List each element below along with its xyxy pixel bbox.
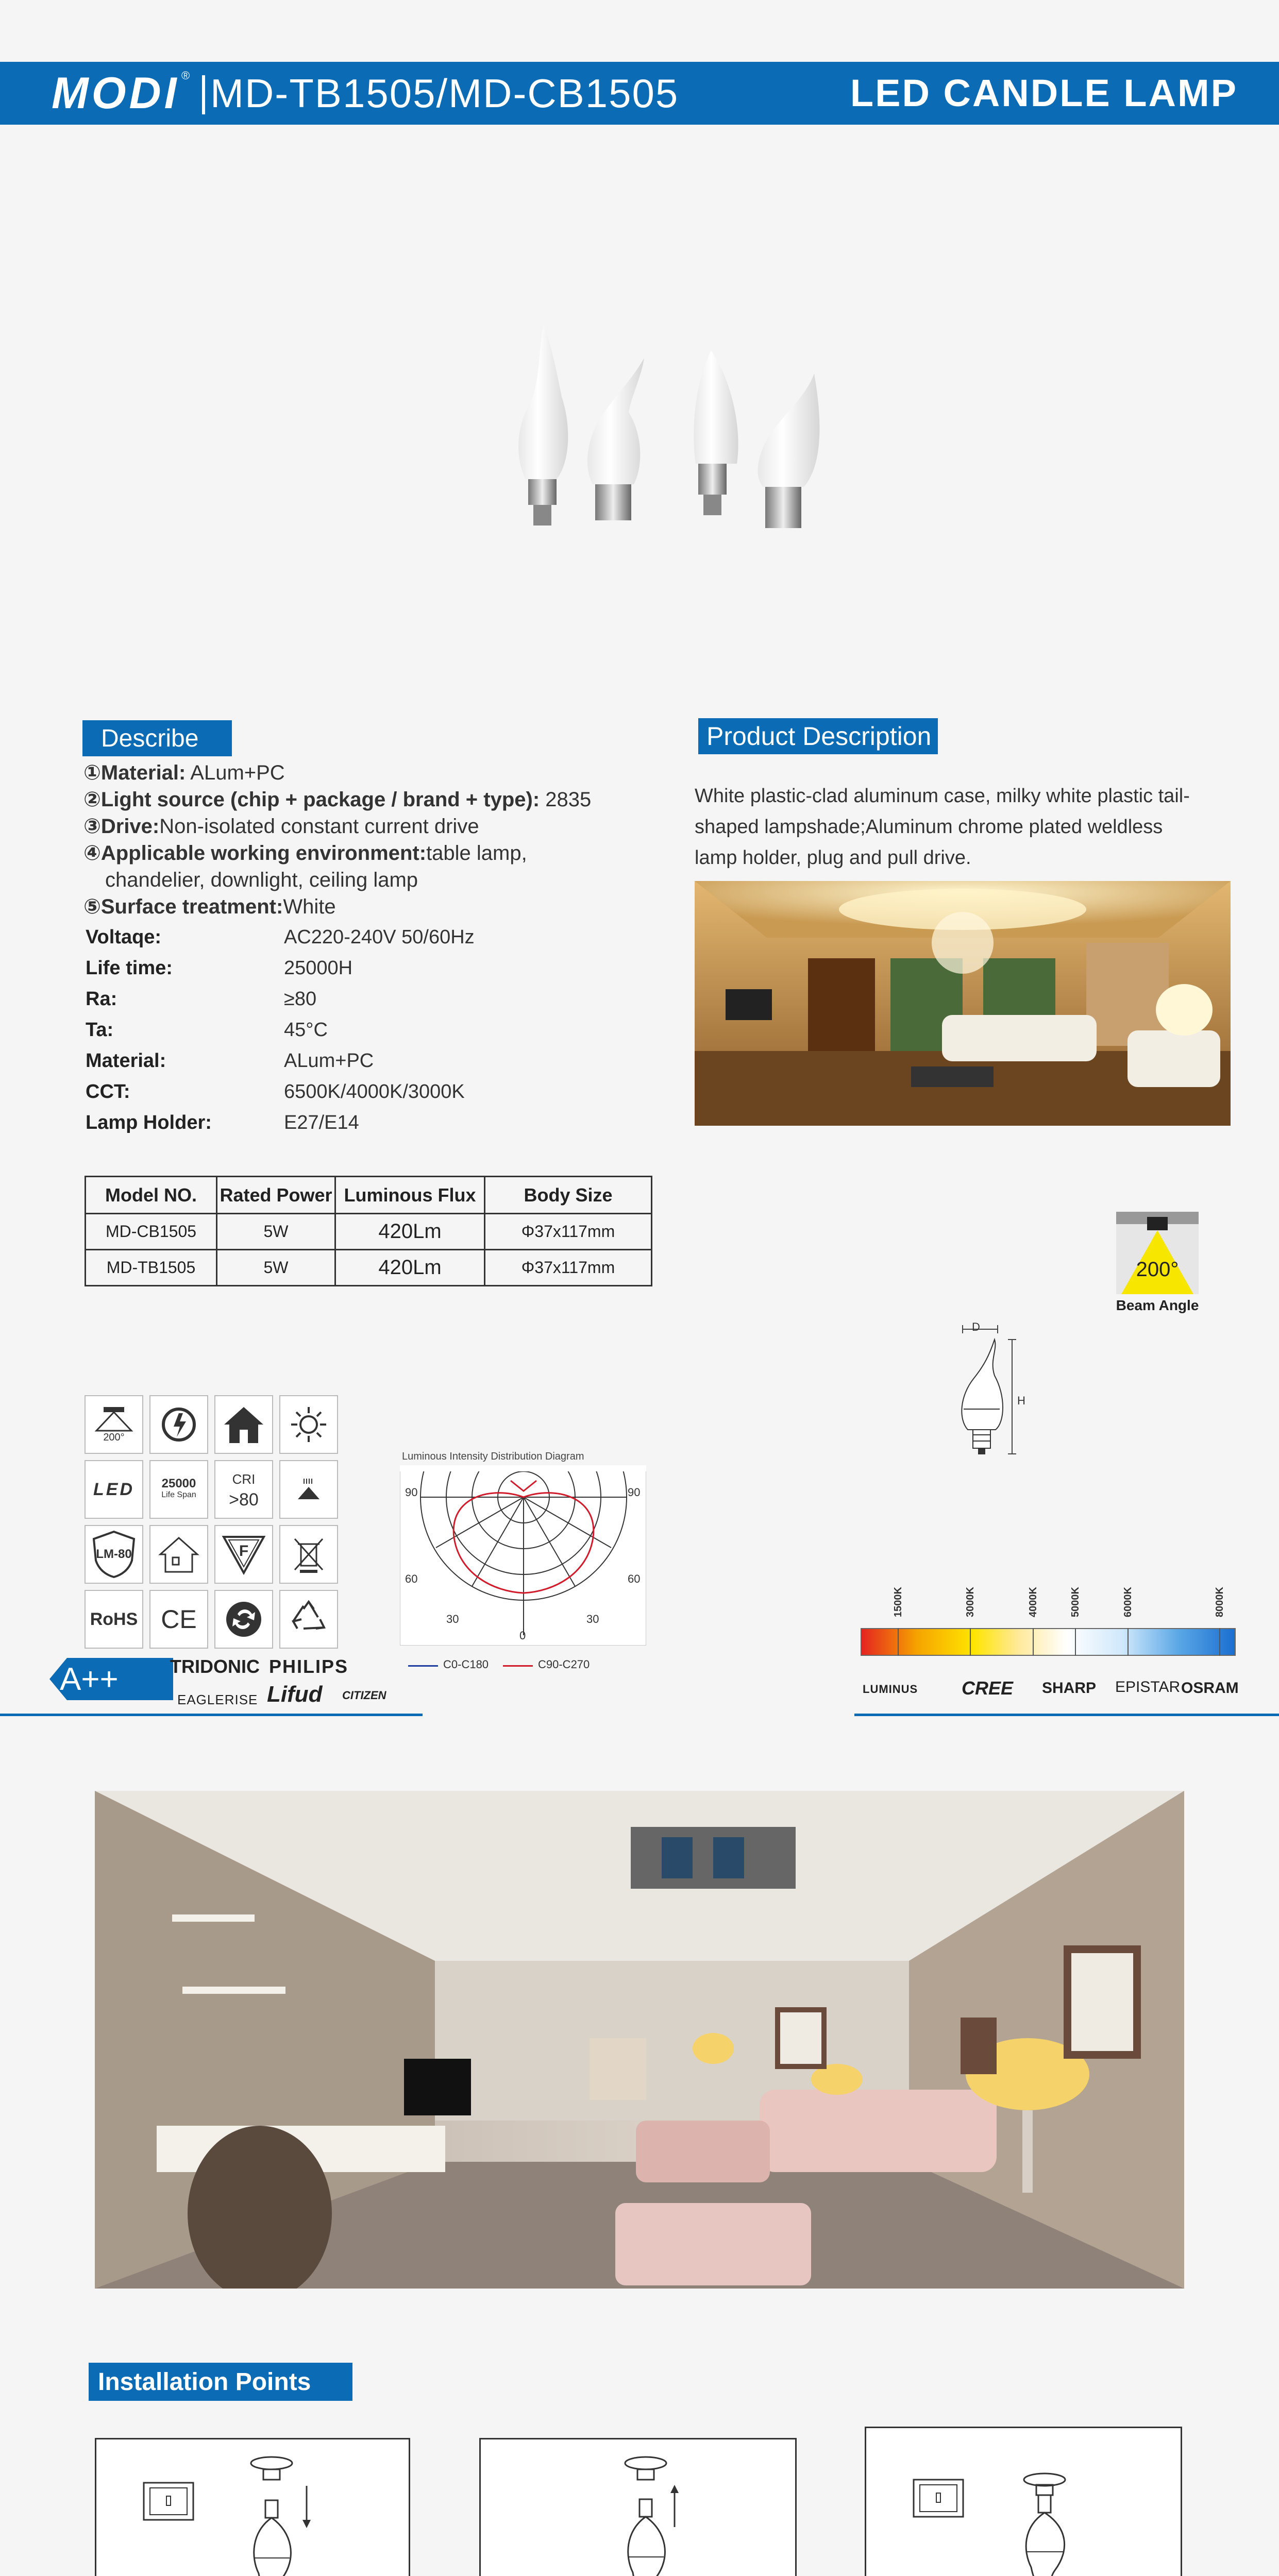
recycle-circle-icon bbox=[214, 1590, 273, 1649]
table-cell: 5W bbox=[217, 1250, 335, 1286]
cct-tick: 1500K bbox=[893, 1587, 904, 1617]
table-row bbox=[86, 1214, 652, 1250]
energy-saving-icon bbox=[149, 1395, 208, 1454]
living-room-photo-warm bbox=[695, 881, 1231, 1126]
table-header-cell: Luminous Flux bbox=[335, 1177, 485, 1214]
dimmable-lamp-icon bbox=[279, 1460, 338, 1519]
step-1-illustration bbox=[96, 2439, 412, 2576]
lm-80-icon: LM-80 bbox=[85, 1525, 143, 1584]
polar-label-30-right: 30 bbox=[586, 1613, 599, 1625]
installation-step-1 bbox=[95, 2438, 410, 2576]
product-title: LED CANDLE LAMP bbox=[850, 72, 1238, 114]
brand-osram: OSRAM bbox=[1181, 1680, 1239, 1697]
table-cell: Φ37x117mm bbox=[485, 1250, 652, 1286]
describe-line: ③Drive:Non-isolated constant current drive bbox=[83, 815, 479, 838]
polar-label-30-left: 30 bbox=[446, 1613, 459, 1625]
product-description-label: Product Description bbox=[698, 718, 938, 754]
cri-icon: CRI >80 bbox=[214, 1460, 273, 1519]
polar-distribution-diagram bbox=[400, 1465, 646, 1646]
describe-label: Describe bbox=[82, 720, 232, 756]
describe-line: ④Applicable working environment:table lamp, bbox=[83, 842, 527, 865]
section-divider-right bbox=[854, 1714, 1279, 1716]
table-header-cell: Rated Power bbox=[217, 1177, 335, 1214]
spec-row: CCT: 6500K/4000K/3000K bbox=[86, 1081, 465, 1103]
model-title: MD-TB1505/MD-CB1505 bbox=[210, 71, 679, 116]
table-row bbox=[86, 1250, 652, 1286]
brand-philips: PHILIPS bbox=[269, 1656, 349, 1677]
step-2-illustration bbox=[481, 2439, 798, 2576]
spec-row: Material: ALum+PC bbox=[86, 1050, 374, 1072]
beam-angle-value: 200° bbox=[1136, 1258, 1179, 1281]
brand-luminus: LUMINUS bbox=[863, 1683, 918, 1696]
spec-row: Ra: ≥80 bbox=[86, 988, 317, 1010]
describe-list bbox=[83, 759, 661, 920]
legend-swatch-blue bbox=[408, 1665, 438, 1667]
section-divider-left bbox=[0, 1714, 423, 1716]
table-cell: 420Lm bbox=[335, 1214, 485, 1250]
table-cell: MD-CB1505 bbox=[86, 1214, 217, 1250]
polar-label-0: 0 bbox=[519, 1629, 526, 1642]
model-spec-table bbox=[85, 1176, 652, 1286]
bulb-candle-4 bbox=[758, 374, 820, 528]
step-3-illustration bbox=[866, 2428, 1184, 2576]
cct-ticks bbox=[861, 1587, 1236, 1628]
brand-eaglerise: EAGLERISE bbox=[177, 1692, 258, 1707]
describe-line: ⑤Surface treatment:White bbox=[83, 895, 336, 918]
spec-row: Ta: 45°C bbox=[86, 1019, 328, 1041]
energy-grade-label: A++ bbox=[60, 1662, 119, 1697]
recycle-icon bbox=[279, 1590, 338, 1649]
polar-label-90-right: 90 bbox=[628, 1486, 641, 1499]
dimension-d-label: D bbox=[972, 1320, 980, 1333]
cct-tick: 6000K bbox=[1122, 1587, 1134, 1617]
registered-mark: ® bbox=[181, 69, 190, 82]
cct-tick: 3000K bbox=[965, 1587, 976, 1617]
product-description-line: lamp holder, plug and pull drive. bbox=[695, 847, 971, 869]
describe-line: chandelier, downlight, ceiling lamp bbox=[105, 869, 418, 891]
table-cell: MD-TB1505 bbox=[86, 1250, 217, 1286]
brand-lifud: Lifud bbox=[267, 1682, 323, 1707]
product-description-line: White plastic-clad aluminum case, milky white plastic tail- bbox=[695, 785, 1190, 807]
bulb-dimension-drawing bbox=[948, 1319, 1031, 1468]
living-room-photo-neutral bbox=[95, 1791, 1184, 2289]
led-icon: LED bbox=[85, 1460, 143, 1519]
spec-list bbox=[86, 926, 652, 1143]
brand-tridonic: TRIDONIC bbox=[170, 1656, 260, 1677]
table-header-row bbox=[86, 1177, 652, 1214]
brand-cree: CREE bbox=[962, 1677, 1014, 1699]
table-cell: Φ37x117mm bbox=[485, 1214, 652, 1250]
home-icon bbox=[214, 1395, 273, 1454]
bulb-tail-1 bbox=[518, 325, 568, 526]
polar-diagram-title: Luminous Intensity Distribution Diagram bbox=[402, 1451, 584, 1462]
candle-bulbs-image bbox=[495, 309, 845, 577]
product-description-line: shaped lampshade;Aluminum chrome plated weldless bbox=[695, 816, 1163, 838]
legend-c90-c270: C90-C270 bbox=[538, 1658, 590, 1671]
rohs-icon: RoHS bbox=[85, 1590, 143, 1649]
cct-tick-lines bbox=[861, 1628, 1236, 1656]
beam-angle-label: Beam Angle bbox=[1116, 1297, 1199, 1313]
polar-label-60-left: 60 bbox=[405, 1572, 418, 1585]
legend-swatch-red bbox=[503, 1665, 533, 1667]
table-cell: 5W bbox=[217, 1214, 335, 1250]
installation-step-3 bbox=[865, 2427, 1182, 2576]
installation-step-2 bbox=[479, 2438, 797, 2576]
f-mark-icon: F bbox=[214, 1525, 273, 1584]
table-header-cell: Model NO. bbox=[86, 1177, 217, 1214]
spec-row: Lamp Holder: E27/E14 bbox=[86, 1112, 359, 1133]
brand-sharp: SHARP bbox=[1042, 1680, 1097, 1697]
indoor-use-icon bbox=[149, 1525, 208, 1584]
no-trash-icon bbox=[279, 1525, 338, 1584]
table-header-cell: Body Size bbox=[485, 1177, 652, 1214]
spec-row: Life time: 25000H bbox=[86, 957, 353, 979]
life-span-icon: 25000 Life Span bbox=[149, 1460, 208, 1519]
product-description-text bbox=[695, 781, 1241, 873]
brand-epistar: EPISTAR bbox=[1115, 1679, 1181, 1696]
table-cell: 420Lm bbox=[335, 1250, 485, 1286]
installation-label: Installation Points bbox=[89, 2363, 352, 2401]
header-divider bbox=[202, 75, 205, 114]
spec-row: Voltaqe: AC220-240V 50/60Hz bbox=[86, 926, 475, 948]
legend-c0-c180: C0-C180 bbox=[443, 1658, 489, 1671]
bulb-candle-3 bbox=[694, 350, 738, 515]
beam-200-icon: 200° bbox=[85, 1395, 143, 1454]
brand-citizen: CITIZEN bbox=[342, 1689, 386, 1702]
dimension-h-label: H bbox=[1017, 1394, 1025, 1407]
cct-tick: 8000K bbox=[1214, 1587, 1225, 1617]
bulb-tail-2 bbox=[587, 358, 644, 520]
brand-logo: MODI bbox=[52, 69, 180, 118]
ce-icon: CE bbox=[149, 1590, 208, 1649]
polar-label-90-left: 90 bbox=[405, 1486, 418, 1499]
beam-angle-icon bbox=[1116, 1212, 1199, 1294]
describe-line: ①Material: ALum+PC bbox=[83, 761, 285, 784]
feature-icon-grid bbox=[85, 1395, 338, 1649]
cct-tick: 5000K bbox=[1070, 1587, 1081, 1617]
describe-line: ②Light source (chip + package / brand + type): 2835 bbox=[83, 788, 592, 811]
cct-tick: 4000K bbox=[1028, 1587, 1039, 1617]
sun-icon bbox=[279, 1395, 338, 1454]
polar-label-60-right: 60 bbox=[628, 1572, 641, 1585]
